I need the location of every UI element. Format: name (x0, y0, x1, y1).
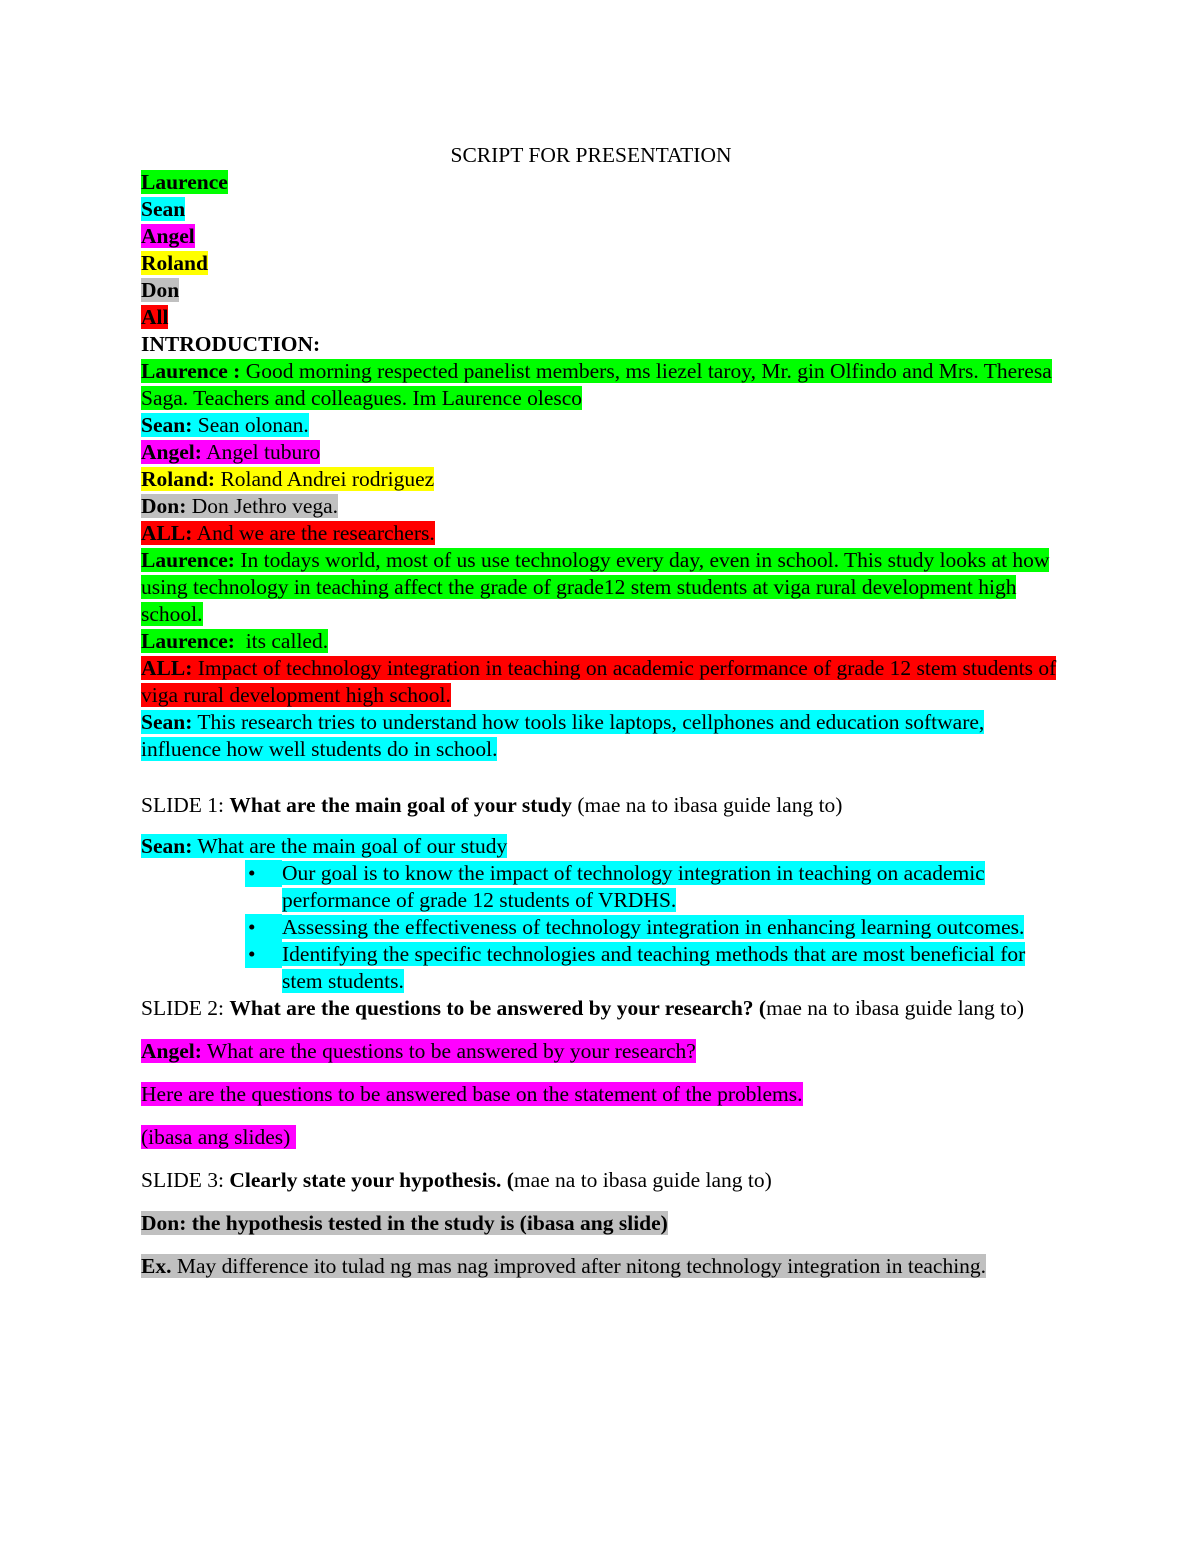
slide2-read-slides: (ibasa ang slides) (141, 1125, 296, 1149)
intro-sean-name: Sean: Sean olonan. (141, 413, 309, 437)
intro-all-researchers: ALL: And we are the researchers. (141, 521, 435, 545)
roster-sean: Sean (141, 197, 186, 221)
slide1-heading: SLIDE 1: What are the main goal of your study (mae na to ibasa guide lang to) (141, 793, 843, 817)
roster-angel: Angel (141, 224, 195, 248)
slide3-don-line: Don: the hypothesis tested in the study is (ibasa ang slide) (141, 1211, 668, 1235)
bullet-icon: • (245, 941, 282, 968)
slide3-heading: SLIDE 3: Clearly state your hypothesis. (mae na to ibasa guide lang to) (141, 1168, 772, 1192)
slide2-angel-line: Angel: What are the questions to be answered by your research? (141, 1039, 696, 1063)
intro-sean-tools: Sean: This research tries to understand how tools like laptops, cellphones and education software, influence how well students do in school. (141, 710, 985, 761)
roster-don: Don (141, 278, 180, 302)
intro-roland-name: Roland: Roland Andrei rodriguez (141, 467, 435, 491)
slide2-heading: SLIDE 2: What are the questions to be answered by your research? (mae na to ibasa guide lang to) (141, 996, 1025, 1020)
slide1-sean-line: Sean: What are the main goal of our study (141, 834, 508, 858)
slide2-statement-line: Here are the questions to be answered base on the statement of the problems. (141, 1082, 803, 1106)
roster-all: All (141, 305, 169, 329)
intro-angel-name: Angel: Angel tuburo (141, 440, 321, 464)
list-item: • Assessing the effectiveness of technology integration in enhancing learning outcomes. (141, 914, 1061, 941)
bullet-icon: • (245, 860, 282, 887)
introduction-heading: INTRODUCTION: (141, 332, 321, 356)
list-item: • Identifying the specific technologies and teaching methods that are most beneficial for stem students. (141, 941, 1061, 995)
roster-laurence: Laurence (141, 170, 228, 194)
document-title: SCRIPT FOR PRESENTATION (450, 143, 732, 167)
list-item: • Our goal is to know the impact of technology integration in teaching on academic performance of grade 12 students of VRDHS. (141, 860, 1061, 914)
intro-laurence-greeting: Laurence : Good morning respected panelist members, ms liezel taroy, Mr. gin Olfindo and Mrs. Theresa Saga. Teachers and colleagues. Im Laurence olesco (141, 359, 1052, 410)
slide3-example: Ex. May difference ito tulad ng mas nag improved after nitong technology integration in teaching. (141, 1254, 987, 1278)
intro-all-title: ALL: Impact of technology integration in teaching on academic performance of grade 12 stem students of viga rural development high school. (141, 656, 1057, 707)
slide1-goal-list (141, 860, 1061, 995)
intro-laurence-study: Laurence: In todays world, most of us use technology every day, even in school. This study looks at how using technology in teaching affect the grade of grade12 stem students at viga rural development high school. (141, 548, 1050, 626)
intro-don-name: Don: Don Jethro vega. (141, 494, 339, 518)
intro-laurence-called: Laurence: its called. (141, 629, 329, 653)
bullet-icon: • (245, 914, 282, 941)
roster-roland: Roland (141, 251, 208, 275)
document-body (141, 142, 1061, 1280)
